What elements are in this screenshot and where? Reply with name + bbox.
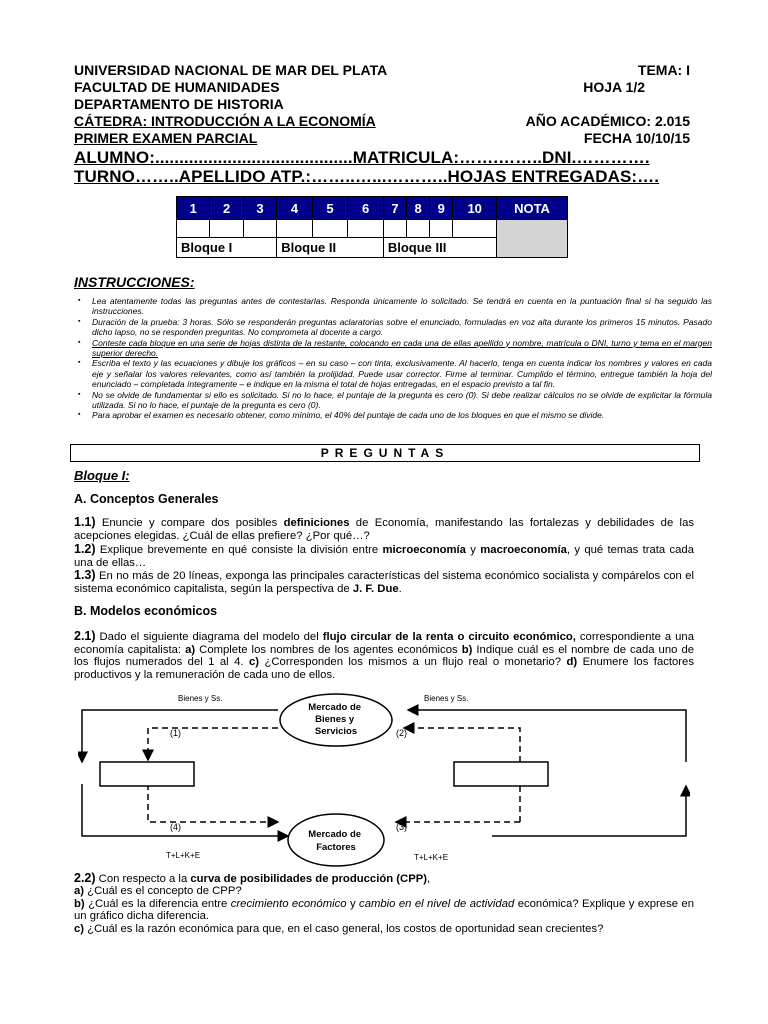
inner-flow-line <box>148 728 278 760</box>
exam-label: PRIMER EXAMEN PARCIAL <box>74 130 258 146</box>
university-name: UNIVERSIDAD NACIONAL DE MAR DEL PLATA <box>74 62 388 78</box>
flow-number-1: (1) <box>170 728 181 738</box>
grade-number: 4 <box>277 197 313 220</box>
inner-flow-line <box>148 784 278 822</box>
flow-number-2: (2) <box>396 728 407 738</box>
grade-number: 3 <box>243 197 276 220</box>
grade-number: 9 <box>430 197 453 220</box>
header-row-2 <box>74 79 690 96</box>
goods-market-label: Mercado de <box>308 702 362 713</box>
fecha-label: FECHA 10/10/15 <box>583 130 690 146</box>
grade-table <box>176 196 568 258</box>
flow-number-4: (4) <box>170 822 181 832</box>
question-2-2 <box>74 872 694 935</box>
factors-market-ellipse <box>288 814 384 866</box>
svg-text:Mercado de Bienes y <box>308 702 363 737</box>
question-2-2-intro: 2.2) Con respecto a la curva de posibilidades de producción (CPP), <box>74 871 431 885</box>
anio-label: AÑO ACADÉMICO: 2.015 <box>525 113 690 129</box>
grade-number: 5 <box>312 197 348 220</box>
bloque-label: Bloque I <box>177 238 277 258</box>
preguntas-banner: PREGUNTAS <box>70 444 700 462</box>
question-1-3: 1.3) En no más de 20 líneas, exponga las principales características del sistema económico socialista y compárelos con el sistema económico capitalista, según la perspectiva de J. F. Due. <box>74 568 694 595</box>
outer-flow-line <box>408 710 686 762</box>
turno-line: TURNO……..APELLIDO ATP.:……..…...………..HOJAS ENTREGADAS:…. <box>74 167 660 186</box>
grade-cell <box>210 220 243 238</box>
factors-market-label: Mercado de <box>308 829 362 840</box>
bloque-label: Bloque III <box>383 238 496 258</box>
question-2-2-a: a) ¿Cuál es el concepto de CPP? <box>74 885 242 898</box>
agent-box-right <box>454 762 548 786</box>
header-row-4 <box>74 113 690 130</box>
grade-number: 10 <box>453 197 497 220</box>
faculty-name: FACULTAD DE HUMANIDADES <box>74 79 280 95</box>
circular-flow-diagram <box>78 688 690 868</box>
bloque-title: Bloque I: <box>74 468 130 483</box>
goods-flow-label-left: Bienes y Ss. <box>178 694 223 703</box>
flow-number-3: (3) <box>396 822 407 832</box>
nota-cell <box>497 220 568 258</box>
goods-market-label: Bienes y <box>315 714 355 725</box>
grade-cell <box>243 220 276 238</box>
department-name: DEPARTAMENTO DE HISTORIA <box>74 96 284 112</box>
question-1-2: 1.2) Explique brevemente en qué consiste la división entre microeconomía y macroeconomía, y qué temas trata cada una de ellas… <box>74 542 694 569</box>
grade-cell <box>407 220 430 238</box>
nota-header: NOTA <box>497 197 568 220</box>
alumno-line: ALUMNO:.........................................MATRICULA:…….……..DNI.…………. <box>74 148 650 167</box>
factors-market-label: Factores <box>316 842 356 853</box>
grade-cell <box>312 220 348 238</box>
hoja-label: HOJA 1/2 <box>583 79 645 95</box>
header-row-5 <box>74 130 690 147</box>
question-2-2-b: b) ¿Cuál es la diferencia entre crecimiento económico y cambio en el nivel de actividad económica? Explique y exprese en un gráfico dicha diferencia. <box>74 897 694 923</box>
grade-cell <box>383 220 406 238</box>
header-row-1 <box>74 62 690 79</box>
agent-box-left <box>100 762 194 786</box>
grade-cell <box>453 220 497 238</box>
grade-number: 8 <box>407 197 430 220</box>
question-1-1: 1.1) Enuncie y compare dos posibles definiciones de Economía, manifestando las fortalezas y debilidades de las acepciones elegidas. ¿Cuál de ellas prefiere? ¿Por qué…? <box>74 515 694 542</box>
grade-number: 7 <box>383 197 406 220</box>
goods-flow-label-right: Bienes y Ss. <box>424 694 469 703</box>
tema-label: TEMA: I <box>637 62 690 78</box>
section-a-title: A. Conceptos Generales <box>74 492 219 506</box>
section-b-title: B. Modelos económicos <box>74 604 218 618</box>
bloque-label: Bloque II <box>277 238 384 258</box>
instruction-item: ▪ Para aprobar el examen es necesario obtener, como mínimo, el 40% del puntaje de cada uno de los bloques en que el mismo se divide. <box>92 410 712 420</box>
grade-cell <box>430 220 453 238</box>
instruction-item: ▪ Escriba el texto y las ecuaciones y dibuje los gráficos – en su caso – con tinta, exclusivamente. Al hacerlo, tenga en cuenta indicar los nombres y valores en cada eje y señalar los valores relevantes, como así también la prolijidad. Puede usar corrector. Firme al terminar. Cumplido el término, entregue también la hoja del enunciado – completada íntegramente – e indique en la misma el total de hojas entregadas, en el espacio previsto a tal fin. <box>92 358 712 389</box>
grade-number: 6 <box>348 197 384 220</box>
outer-flow-line <box>492 786 686 836</box>
grade-cell <box>177 220 210 238</box>
instruction-item: ▪ No se olvide de fundamentar si ello es solicitado. Si no lo hace, el puntaje de la pregunta es cero (0). Si debe realizar cálculos no se olvide de explicitar la fórmula utilizada. Si no lo hace, el puntaje de la pregunta es cero (0). <box>92 390 712 411</box>
inner-flow-line <box>404 728 520 762</box>
instructions-title: INSTRUCCIONES: <box>74 274 195 290</box>
grade-number: 1 <box>177 197 210 220</box>
outer-flow-line <box>82 784 288 836</box>
question-2-1: 2.1) Dado el siguiente diagrama del modelo del flujo circular de la renta o circuito económico, correspondiente a una economía capitalista: a) Complete los nombres de los agentes económicos b) Indique cuál es el nombre de cada uno de los flujos numerados del 1 al 4. c) ¿Corresponden los mismos a un flujo real o monetario? d) Enumere los factores productivos y la remuneración de cada uno de ellos. <box>74 629 695 681</box>
grade-cell <box>348 220 384 238</box>
grade-cell <box>277 220 313 238</box>
instruction-item: ▪ Lea atentamente todas las preguntas antes de contestarlas. Responda únicamente lo solicitado. Se tendrá en cuenta en la puntuación final si ha seguido las instrucciones. <box>92 296 712 317</box>
question-2-2-c: c) ¿Cuál es la razón económica para que, en el caso general, los costos de oportunidad sean crecientes? <box>74 922 604 935</box>
factors-flow-label-right: T+L+K+E <box>414 853 449 862</box>
instruction-item: ▪ Duración de la prueba: 3 horas. Sólo se responderán preguntas aclaratorias sobre el enunciado, formuladas en voz alta durante los primeros 15 minutos. Pasado dicho lapso, no se responden preguntas. No comprometa al docente a cargo. <box>92 317 712 338</box>
header-row-3 <box>74 96 690 113</box>
catedra-label: CÁTEDRA: INTRODUCCIÓN A LA ECONOMÍA <box>74 113 376 129</box>
goods-market-label: Servicios <box>314 726 358 737</box>
factors-flow-label-left: T+L+K+E <box>166 851 201 860</box>
instructions-list <box>74 296 712 421</box>
grade-number: 2 <box>210 197 243 220</box>
instruction-item: ▪ Conteste cada bloque en una serie de hojas distinta de la restante, colocando en cada una de ellas apellido y nombre, matrícula o DNI, turno y tema en el margen superior derecho. <box>92 338 712 359</box>
